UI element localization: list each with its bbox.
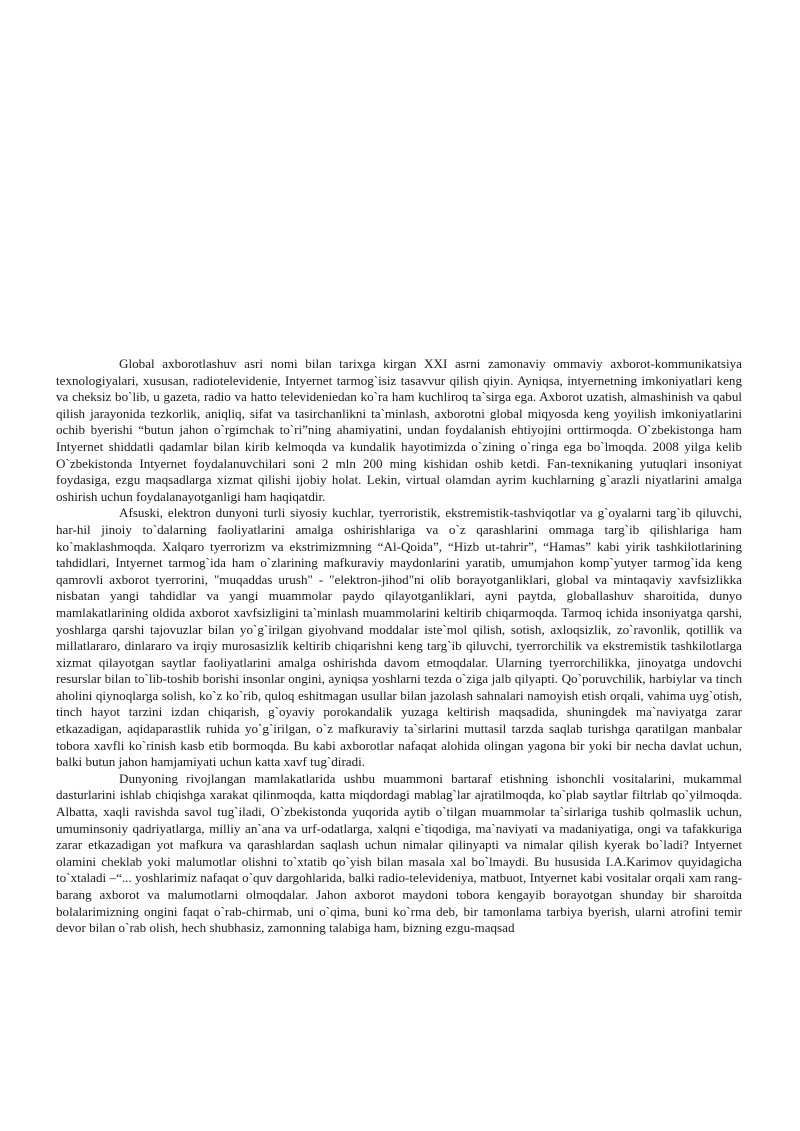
paragraph-1: Global axborotlashuv asri nomi bilan tarixga kirgan XXI asrni zamonaviy ommaviy axborot-kommunikatsiya texnologiyalari, xususan, radiotelevidenie, Intyernet tarmog`isiz tasavvur qilish qiyin. Ayniqsa, intyernetning imkoniyatlari keng va cheksiz bo`lib, u gazeta, radio va hatto televideniedan ko`ra ham kuchliroq ta`sirga ega. Axborot uzatish, almashinish va qabul qilish jarayonida tezkorlik, aniqliq, sifat va tasirchanlikni ta`minlash, axborotni global miqyosda keng yoyilish imkoniyatlarini ochib byerishi “butun jahon o`rgimchak to`ri”ning ahamiyatini, undan foydalanish ehtiyojini orttirmoqda. O`zbekistonga ham Intyernet shiddatli qadamlar bilan kirib kelmoqda va kundalik hayotimizda o`zining o`ringa ega bo`lmoqda. 2008 yilga kelib O`zbekistonda Intyernet foydalanuvchilari soni 2 mln 200 ming kishidan oshib ketdi. Fan-texnikaning yutuqlari insoniyat foydasiga, ezgu maqsadlarga xizmat qilishi ijobiy holat. Lekin, virtual olamdan ayrim kuchlarning g`arazli niyatlarini amalga oshirish uchun foydalanayotganligi ham haqiqatdir. <box>56 356 742 504</box>
paragraph-3: Dunyoning rivojlangan mamlakatlarida ushbu muammoni bartaraf etishning ishonchli vositalarini, mukammal dasturlarini ishlab chiqishga xarakat qilinmoqda, katta miqdordagi mablag`lar ajratilmoqda, ko`plab saytlar filtrlab qo`yilmoqda. Albatta, xaqli ravishda savol tug`iladi, O`zbekistonda yuqorida aytib o`tilgan muammolar ta`sirlariga tushib qolmaslik uchun, umuminsoniy qadriyatlarga, milliy an`ana va urf-odatlarga, xalqni e`tiqodiga, ma`naviyati va madaniyatiga, ongi va tafakkuriga zarar etkazadigan yot mafkura va qarashlardan saqlash uchun nimalar qilinyapti va nimalar qilish kyerak bo`ladi? Intyernet olamini cheklab yoki malumotlar olishni to`xtatib qo`yish bilan masala xal bo`lmaydi. Bu hususida I.A.Karimov quyidagicha to`xtaladi –“... yoshlarimiz nafaqat o`quv dargohlarida, balki radio-televideniya, matbuot, Intyernet kabi vositalar orqali xam rang-barang axborot va malumotlarni olmoqdalar. Jahon axborot maydoni tobora kengayib borayotgan shunday bir sharoitda bolalarimizning ongini faqat o`rab-chirmab, uni o`qima, buni ko`rma deb, bir tamonlama tarbiya byerish, ularni atrofini temir devor bilan o`rab olish, hech shubhasiz, zamonning talabiga ham, bizning ezgu-maqsad <box>56 770 742 936</box>
paragraph-2: Afsuski, elektron dunyoni turli siyosiy kuchlar, tyerroristik, ekstremistik-tashviqotlar va g`oyalarni targ`ib qiluvchi, har-hil jinoiy to`dalarning faoliyatlarini amalga oshirishlariga va o`z qarashlarini ommaga targ`ib qilishlariga ham ko`maklashmoqda. Xalqaro tyerrorizm va ekstrimizmning “Al-Qoida”, “Hizb ut-tahrir”, “Hamas” kabi yirik tashkilotlarining tahdidlari, Intyernet tarmog`ida ham o`zlarining mafkuraviy maydonlarini yaratib, umumjahon komp`yutyer tarmog`ida keng qamrovli axborot tyerrorini, "muqaddas urush" - "elektron-jihod"ni olib borayotganliklari, global va mintaqaviy xavfsizlikka nisbatan yangi tahdidlar va yangi muammolar paydo qilayotganliklari, ayni paytda, globallashuv sharoitida, dunyo mamlakatlarining oldida axborot xavfsizligini ta`minlash muammolarini keltirib chiqarmoqda. Tarmoq ichida insoniyatga qarshi, yoshlarga qarshi tajovuzlar bilan yo`g`irilgan giyohvand moddalar iste`mol qilish, sotish, axloqsizlik, zo`ravonlik, qotillik va millatlararo, dinlararo va irqiy murosasizlik keltirib chiqarishni keng targ`ib qiluvchi, tyerrorchilik va ekstremistik tashkilotlarga xizmat qilayotgan saytlar faoliyatlarini amalga oshirishda davom etmoqdalar. Ularning tyerrorchilikka, jinoyatga undovchi resurslar bilan to`lib-toshib borishi insonlar ongini, ayniqsa yoshlarni tezda o`ziga jalb qilyapti. Qo`poruvchilik, harbiylar va tinch aholini qiynoqlarga solish, ko`z ko`rib, quloq eshitmagan usullar bilan jazolash sahnalari namoyish etish orqali, vahima uyg`otish, tinch hayot tarzini izdan chiqarish, g`oyaviy porokandalik yuzaga keltirish maqsadida, shuningdek ma`naviyatga zarar etkazadigan, aqidaparastlik ruhida yo`g`irilgan, o`z mafkuraviy ta`sirlarini muttasil tarzda saqlab turishga qaratilgan manbalar tobora xavfli ko`rinish kasb etib bormoqda. Bu kabi axborotlar nafaqat alohida olingan yagona bir yoki bir necha davlat uchun, balki butun jahon hamjamiyati uchun katta xavf tug`diradi. <box>56 505 742 770</box>
body-text <box>56 356 742 937</box>
